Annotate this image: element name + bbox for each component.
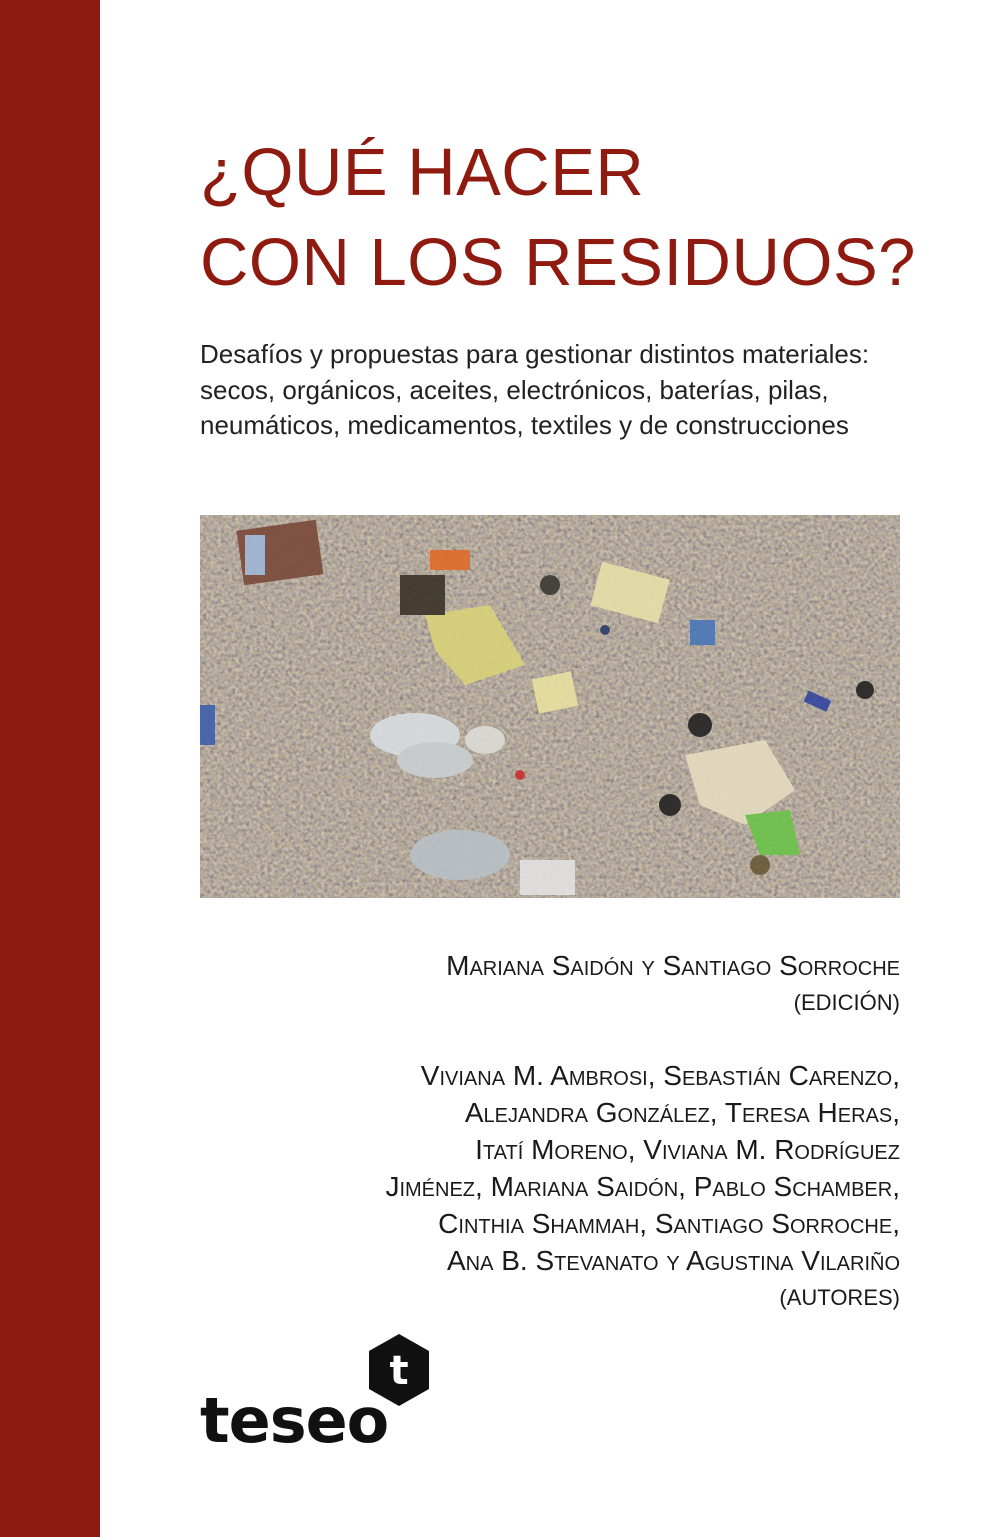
authors-credit bbox=[260, 1057, 900, 1316]
cover-photo-landfill bbox=[200, 515, 900, 898]
title-line-1: ¿QUÉ HACER bbox=[200, 135, 645, 210]
publisher-name: teseo bbox=[200, 1384, 389, 1457]
authors-line: Ana B. Stevanato y Agustina Vilariño bbox=[446, 1245, 900, 1276]
authors-line: Itatí Moreno, Viviana M. Rodríguez bbox=[475, 1134, 900, 1165]
editors-role: (EDICIÓN) bbox=[793, 990, 900, 1015]
cover-spine-band bbox=[0, 0, 100, 1537]
authors-line: Viviana M. Ambrosi, Sebastián Carenzo, bbox=[420, 1060, 900, 1091]
authors-line: Alejandra González, Teresa Heras, bbox=[464, 1097, 900, 1128]
editors-credit bbox=[260, 947, 900, 1021]
editors-names: Mariana Saidón y Santiago Sorroche bbox=[446, 950, 900, 981]
title-line-2: CON LOS RESIDUOS? bbox=[200, 225, 916, 300]
book-subtitle: Desafíos y propuestas para gestionar distintos materiales: secos, orgánicos, aceites, electrónicos, baterías, pilas, neumáticos, medicamentos, textiles y de construcciones bbox=[200, 339, 870, 440]
authors-role: (AUTORES) bbox=[779, 1285, 900, 1310]
authors-line: Jiménez, Mariana Saidón, Pablo Schamber, bbox=[385, 1171, 900, 1202]
publisher-logo bbox=[200, 1332, 440, 1472]
book-title bbox=[200, 128, 960, 308]
svg-text:t: t bbox=[389, 1348, 409, 1394]
authors-line: Cinthia Shammah, Santiago Sorroche, bbox=[438, 1208, 900, 1239]
